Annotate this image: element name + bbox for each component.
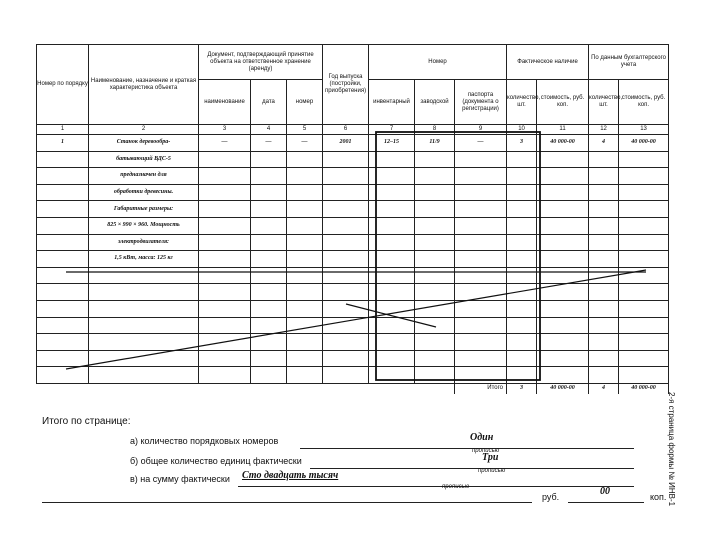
header-accounting-group: По данным бухгалтерского учета: [589, 45, 669, 80]
highlight-frame: [376, 132, 540, 380]
entry-doc-number: —: [287, 135, 323, 152]
totals-accounting-qty: 4: [589, 383, 619, 394]
header-accounting-cost: стоимость, руб. коп.: [619, 80, 669, 125]
header-doc-number: номер: [287, 80, 323, 125]
underline-c-continued: [42, 490, 532, 503]
entry-factory-number: 11/9: [415, 135, 455, 152]
entry-description-line: батывающий ВДС-5: [89, 151, 199, 168]
kop-value: 00: [600, 486, 610, 497]
entry-inventory-number: 12–15: [369, 135, 415, 152]
entry-description-line: предназначен для: [89, 168, 199, 185]
entry-passport: —: [455, 135, 507, 152]
column-number: 4: [251, 125, 287, 135]
entry-accounting-cost: 40 000-00: [619, 135, 669, 152]
totals-actual-qty: 3: [507, 383, 537, 394]
summary-b-value: Три: [482, 452, 499, 463]
entry-actual-cost: 40 000-00: [537, 135, 589, 152]
column-number: 9: [455, 125, 507, 135]
summary-c-value: Сто двадцать тысяч: [242, 470, 339, 481]
header-doc-date: дата: [251, 80, 287, 125]
header-accounting-qty: количество, шт.: [589, 80, 619, 125]
column-number: 10: [507, 125, 537, 135]
entry-index: 1: [37, 135, 89, 152]
header-document-group: Документ, подтверждающий принятие объекта на ответственное хранение (аренду): [199, 45, 323, 80]
summary-line-a: а) количество порядковых номеров: [130, 436, 279, 446]
rub-label: руб.: [542, 492, 560, 502]
entry-description-line: Габаритные размеры:: [89, 201, 199, 218]
totals-actual-cost: 40 000-00: [537, 383, 589, 394]
header-actual-qty: количество, шт.: [507, 80, 537, 125]
column-number: 11: [537, 125, 589, 135]
page-side-note: 2-я страница формы № ИНВ-1: [667, 392, 676, 507]
diagonal-strike-line: [66, 270, 646, 369]
totals-row: [37, 383, 669, 394]
entry-actual-qty: 3: [507, 135, 537, 152]
column-number: 6: [323, 125, 369, 135]
summary-line-b: б) общее количество единиц фактически: [130, 456, 302, 466]
inventory-form-page: [36, 44, 668, 392]
header-index: Номер по порядку: [37, 45, 89, 125]
entry-description-line: обработки древесины.: [89, 184, 199, 201]
column-number: 8: [415, 125, 455, 135]
column-number: 2: [89, 125, 199, 135]
column-number: 5: [287, 125, 323, 135]
header-description: Наименование, назначение и краткая характеристика объекта: [89, 45, 199, 125]
entry-description-line: Станок деревообра-: [89, 135, 199, 152]
header-actual-cost: стоимость, руб. коп.: [537, 80, 589, 125]
written-hint-a: прописью: [472, 448, 500, 454]
underline-a: [300, 436, 634, 449]
summary-a-value: Один: [470, 432, 494, 443]
strike-through-lines: [36, 44, 668, 384]
written-hint-c: прописью: [442, 484, 470, 490]
totals-accounting-cost: 40 000-00: [619, 383, 669, 394]
header-inventory-number: инвентарный: [369, 80, 415, 125]
column-number: 3: [199, 125, 251, 135]
entry-accounting-qty: 4: [589, 135, 619, 152]
column-number: 7: [369, 125, 415, 135]
header-doc-name: наименование: [199, 80, 251, 125]
totals-label: Итого: [455, 383, 507, 394]
entry-description-line: 1,5 кВт, масса: 125 кг: [89, 251, 199, 268]
written-hint-b: прописью: [478, 468, 506, 474]
underline-b: [310, 456, 634, 469]
summary-line-c: в) на сумму фактически: [130, 474, 230, 484]
column-number: 13: [619, 125, 669, 135]
column-number: 12: [589, 125, 619, 135]
cross-strike-line: [346, 304, 436, 327]
entry-description-line: электродвигателя:: [89, 234, 199, 251]
kop-label: коп.: [650, 492, 667, 502]
entry-doc-date: —: [251, 135, 287, 152]
column-number: 1: [37, 125, 89, 135]
header-factory-number: заводской: [415, 80, 455, 125]
header-number-group: Номер: [369, 45, 507, 80]
summary-title: Итого по странице:: [42, 416, 131, 427]
header-actual-group: Фактическое наличие: [507, 45, 589, 80]
entry-description-line: 825 × 990 × 960. Мощность: [89, 217, 199, 234]
header-passport-number: паспорта (документа о регистрации): [455, 80, 507, 125]
entry-year: 2001: [323, 135, 369, 152]
header-year: Год выпуска (постройки, приобретения): [323, 45, 369, 125]
entry-doc-name: —: [199, 135, 251, 152]
